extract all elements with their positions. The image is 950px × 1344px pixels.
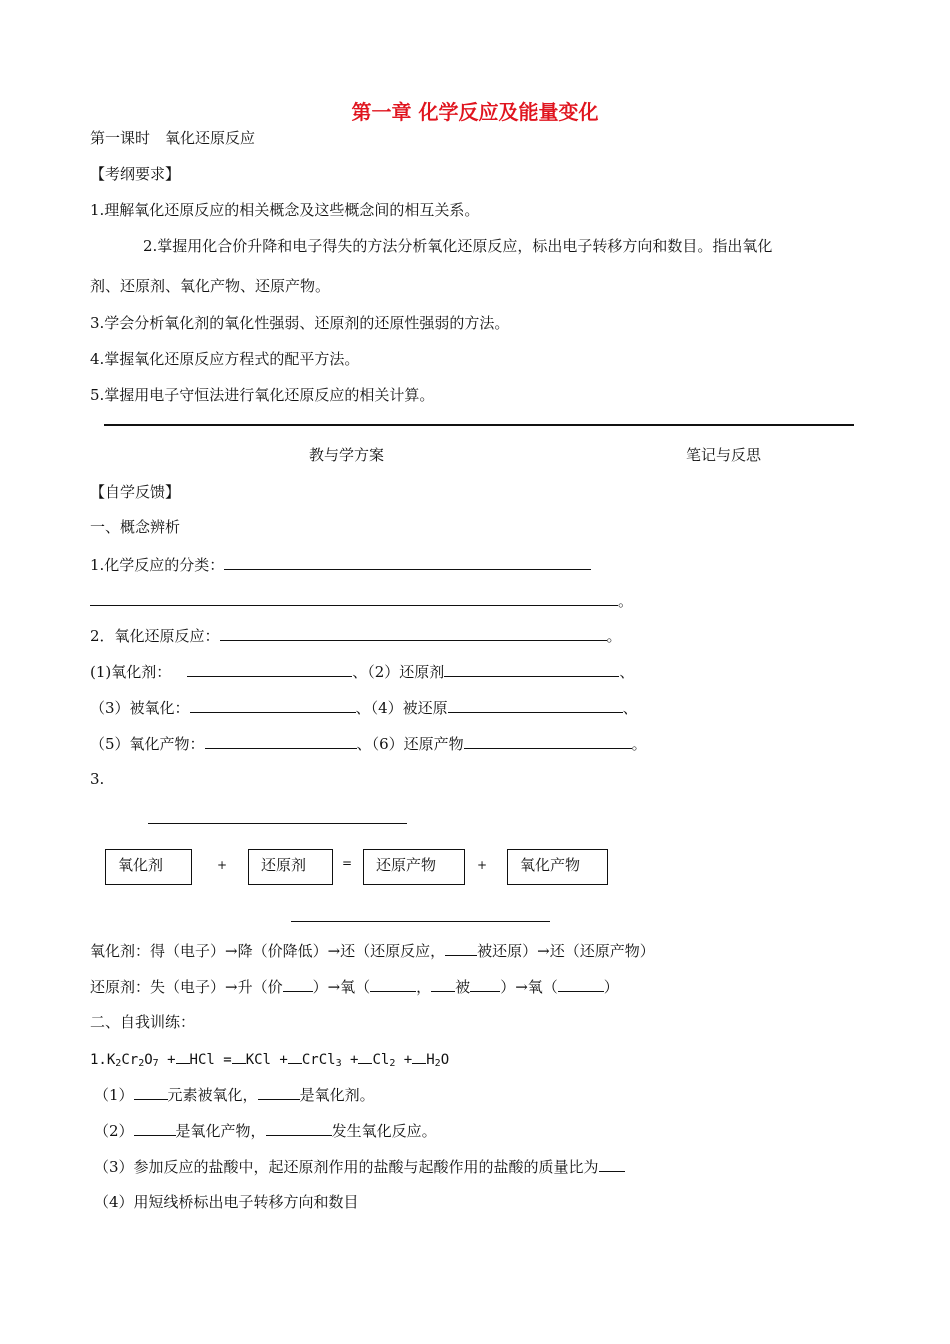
answer-blank[interactable] [470, 976, 500, 992]
question-1 [90, 554, 591, 575]
answer-blank[interactable] [205, 733, 357, 749]
box-reduction-product: 还原产物 [363, 849, 465, 885]
coefficient-blank[interactable] [232, 1048, 246, 1064]
answer-blank[interactable] [266, 1120, 332, 1136]
req-item: 5.掌握用电子守恒法进行氧化还原反应的相关计算。 [90, 386, 435, 404]
electron-loss-line [291, 921, 550, 922]
question-2-label: 2．氧化还原反应： [90, 627, 220, 645]
box-reductant: 还原剂 [248, 849, 333, 885]
answer-blank[interactable] [431, 976, 455, 992]
column-header-plan: 教与学方案 [309, 446, 385, 464]
answer-blank[interactable] [224, 554, 591, 570]
part-one-heading: 一、概念辨析 [90, 518, 181, 536]
answer-blank[interactable] [220, 625, 607, 641]
box-oxidant: 氧化剂 [105, 849, 192, 885]
plus-sign: + [217, 858, 228, 872]
req-item: 剂、还原剂、氧化产物、还原产物。 [90, 277, 331, 295]
electron-gain-line [148, 823, 407, 824]
coefficient-blank[interactable] [288, 1048, 302, 1064]
sub-question-4: （4）用短线桥标出电子转移方向和数目 [94, 1193, 359, 1211]
sub-question-3: （3）参加反应的盐酸中，起还原剂作用的盐酸与起酸作用的盐酸的质量比为 [94, 1156, 625, 1177]
answer-blank[interactable] [448, 697, 623, 713]
answer-blank[interactable] [444, 661, 619, 677]
reductant-mnemonic: 还原剂：失（电子）→升（价 ）→氧（ ， 被 ）→氧（ ） [90, 978, 619, 996]
coefficient-blank[interactable] [358, 1048, 372, 1064]
answer-blank[interactable] [464, 733, 632, 749]
question-2-row-2: （3）被氧化： 、（4）被还原 、 [90, 699, 638, 717]
section-self-feedback: 【自学反馈】 [90, 483, 181, 501]
answer-blank[interactable] [445, 940, 477, 956]
equals-sign: = [342, 856, 353, 870]
answer-blank[interactable] [599, 1156, 625, 1172]
question-2-row-1: (1)氧化剂： 、（2）还原剂 、 [90, 663, 635, 681]
answer-blank[interactable] [90, 590, 618, 606]
question-2: 2．氧化还原反应： 。 [90, 627, 622, 645]
req-item: 2.掌握用化合价升降和电子得失的方法分析氧化还原反应，标出电子转移方向和数目。指出氧化 [143, 237, 773, 255]
answer-blank[interactable] [370, 976, 416, 992]
req-item: 1.理解氧化还原反应的相关概念及这些概念间的相互关系。 [90, 201, 480, 219]
part-two-heading: 二、自我训练： [90, 1013, 196, 1031]
sub-question-1: （1） 元素被氧化， 是氧化剂。 [94, 1086, 375, 1104]
answer-blank[interactable] [558, 976, 604, 992]
question-1-label: 1.化学反应的分类： [90, 556, 225, 574]
box-oxidation-product: 氧化产物 [507, 849, 608, 885]
column-header-notes: 笔记与反思 [686, 446, 762, 464]
answer-blank[interactable] [134, 1084, 168, 1100]
req-item: 3.学会分析氧化剂的氧化性强弱、还原剂的还原性强弱的方法。 [90, 314, 510, 332]
coefficient-blank[interactable] [412, 1048, 426, 1064]
answer-blank[interactable] [134, 1120, 176, 1136]
answer-blank[interactable] [258, 1084, 300, 1100]
section-requirements: 【考纲要求】 [90, 165, 181, 183]
question-3: 3. [90, 770, 105, 788]
equation: $1.K_2Cr_2O_7$ + HCl = KCl + CrCl$_3$ + $Cl_2 + H_2O$ [90, 1048, 449, 1070]
question-1-cont: 。 [90, 590, 633, 611]
divider [104, 424, 854, 426]
question-2-row-3: （5）氧化产物： 、（6）还原产物 。 [90, 735, 647, 753]
lesson-title: 第一课时 氧化还原反应 [90, 129, 256, 147]
answer-blank[interactable] [190, 697, 356, 713]
page-title: 第一章 化学反应及能量变化 [351, 100, 599, 124]
sub-question-2: （2） 是氧化产物， 发生氧化反应。 [94, 1122, 437, 1140]
answer-blank[interactable] [283, 976, 313, 992]
req-item: 4.掌握氧化还原反应方程式的配平方法。 [90, 350, 360, 368]
coefficient-blank[interactable] [176, 1048, 190, 1064]
oxidant-mnemonic: 氧化剂：得（电子）→降（价降低）→还（还原反应， 被还原）→还（还原产物） [90, 942, 655, 960]
answer-blank[interactable] [187, 661, 352, 677]
plus-sign: + [477, 858, 488, 872]
